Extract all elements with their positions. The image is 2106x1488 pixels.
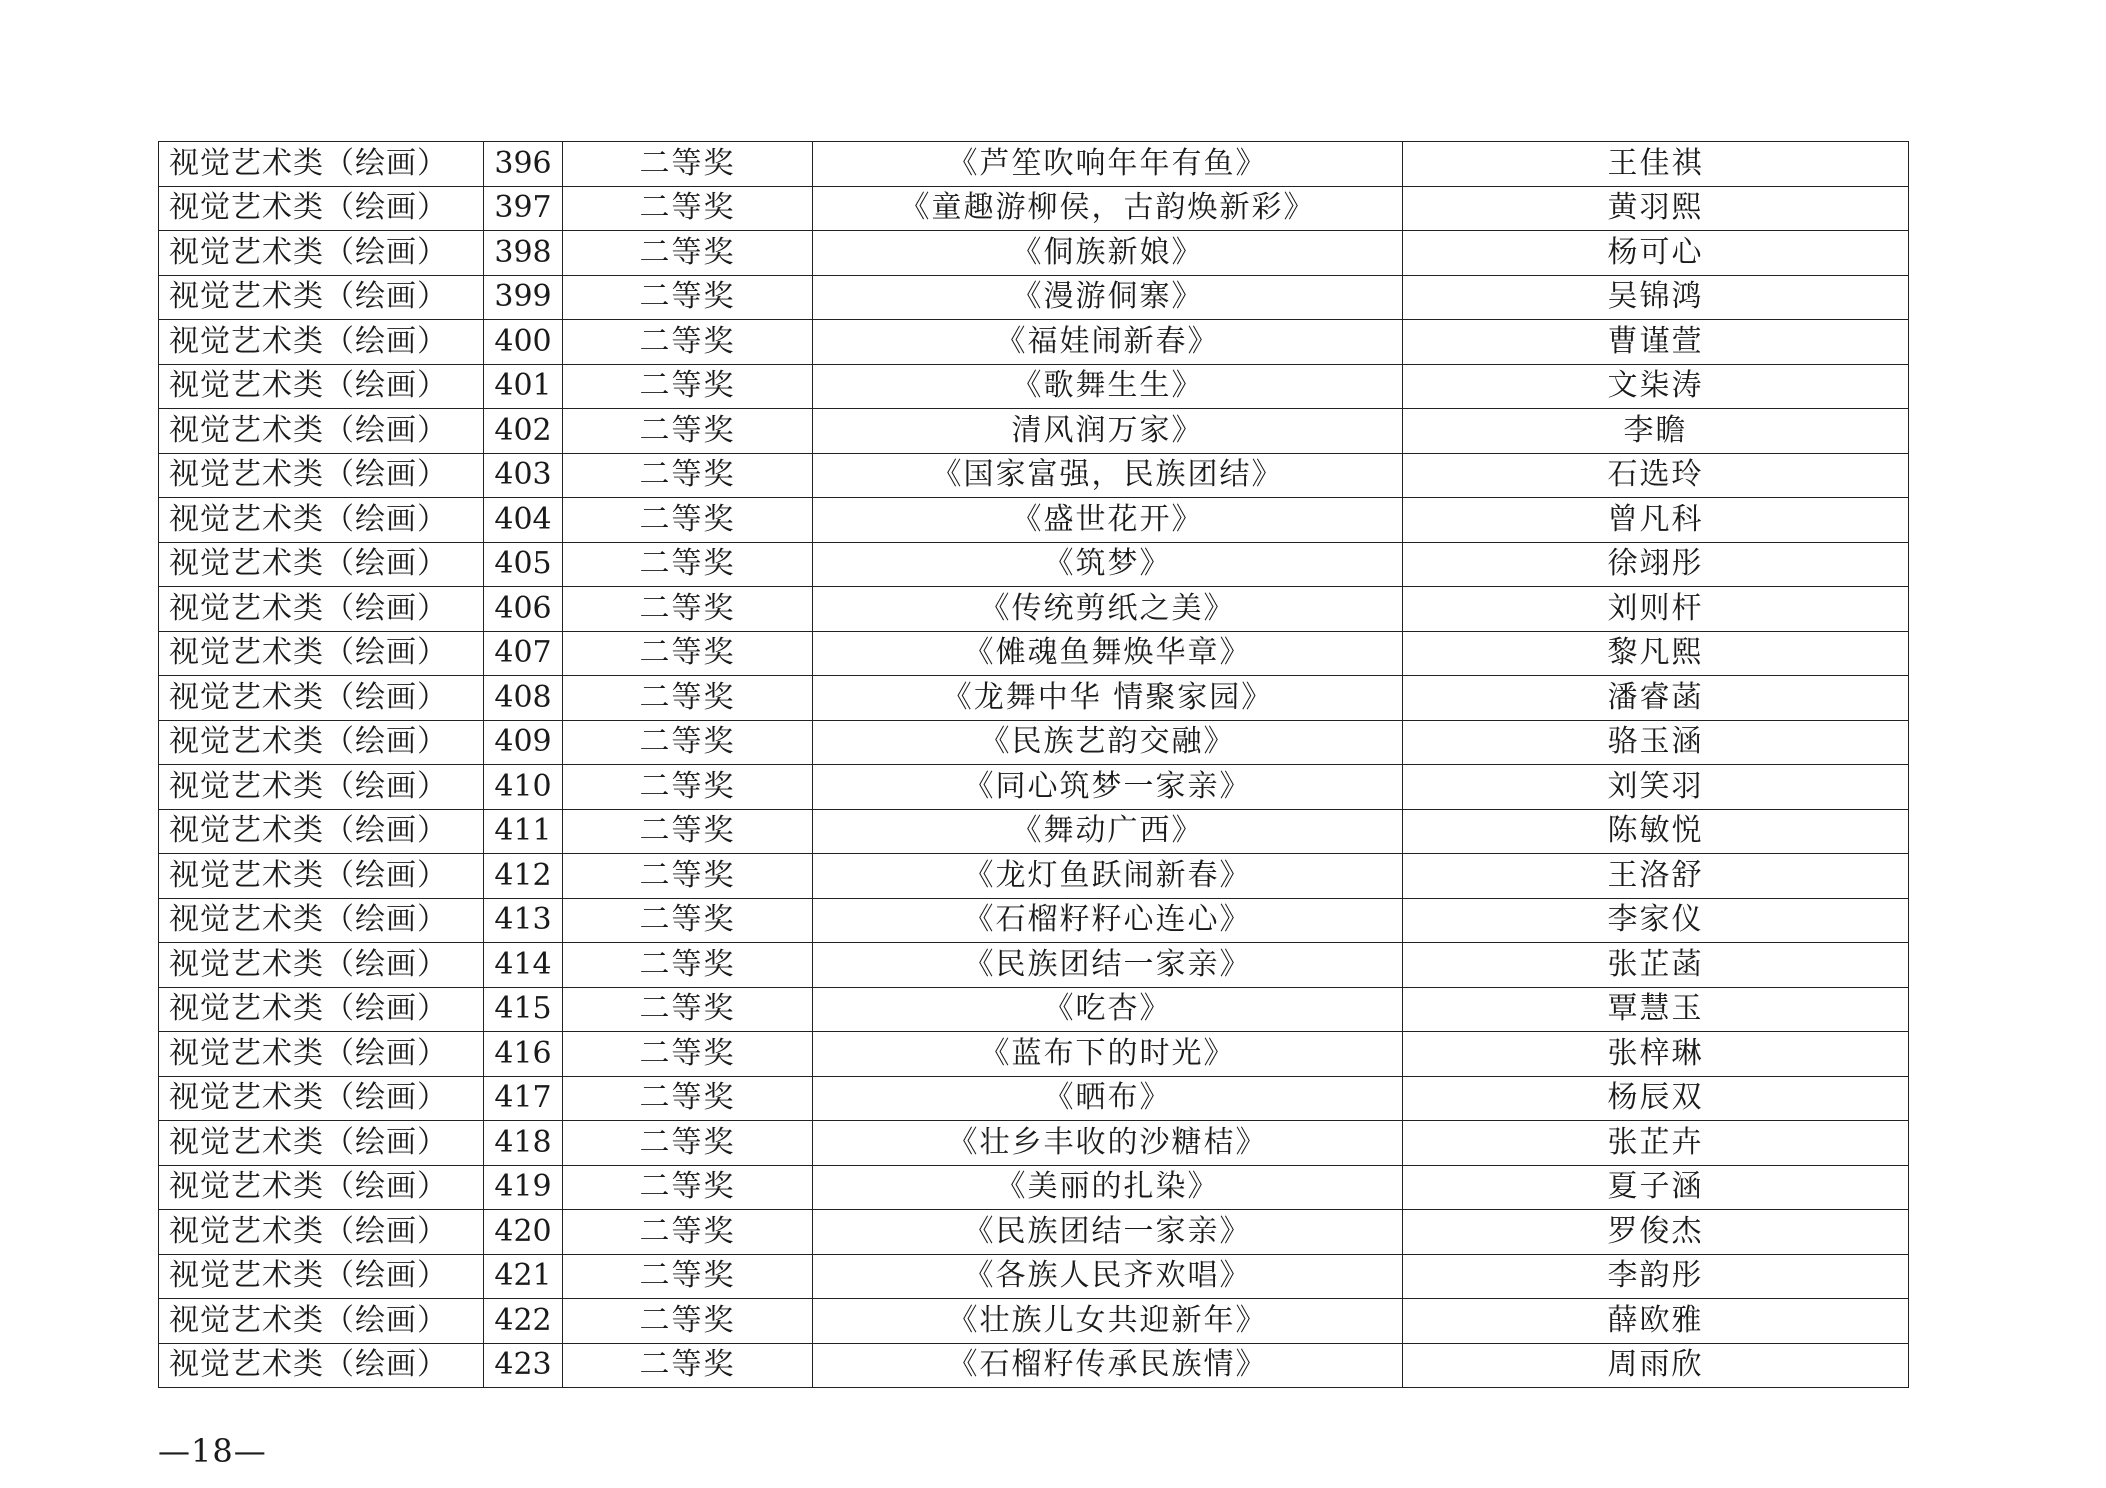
number-cell: 401 xyxy=(484,364,563,409)
table-row xyxy=(159,1299,1909,1344)
category-cell: 视觉艺术类（绘画） xyxy=(159,676,484,721)
table-row xyxy=(159,320,1909,365)
number-cell: 412 xyxy=(484,854,563,899)
number-cell: 407 xyxy=(484,631,563,676)
title-cell: 《石榴籽籽心连心》 xyxy=(813,898,1403,943)
category-cell: 视觉艺术类（绘画） xyxy=(159,631,484,676)
title-cell: 《盛世花开》 xyxy=(813,498,1403,543)
author-cell: 徐翊彤 xyxy=(1403,542,1909,587)
category-cell: 视觉艺术类（绘画） xyxy=(159,498,484,543)
title-cell: 《蓝布下的时光》 xyxy=(813,1032,1403,1077)
table-row xyxy=(159,587,1909,632)
author-cell: 曹谨萱 xyxy=(1403,320,1909,365)
category-cell: 视觉艺术类（绘画） xyxy=(159,854,484,899)
number-cell: 399 xyxy=(484,275,563,320)
author-cell: 罗俊杰 xyxy=(1403,1210,1909,1255)
category-cell: 视觉艺术类（绘画） xyxy=(159,1299,484,1344)
table-row xyxy=(159,1165,1909,1210)
number-cell: 415 xyxy=(484,987,563,1032)
table-row xyxy=(159,364,1909,409)
number-cell: 421 xyxy=(484,1254,563,1299)
category-cell: 视觉艺术类（绘画） xyxy=(159,987,484,1032)
award-cell: 二等奖 xyxy=(563,1032,813,1077)
table-row xyxy=(159,809,1909,854)
title-cell: 《民族团结一家亲》 xyxy=(813,1210,1403,1255)
category-cell: 视觉艺术类（绘画） xyxy=(159,898,484,943)
number-cell: 404 xyxy=(484,498,563,543)
author-cell: 张梓琳 xyxy=(1403,1032,1909,1077)
table-row xyxy=(159,1210,1909,1255)
author-cell: 李瞻 xyxy=(1403,409,1909,454)
author-cell: 潘睿菡 xyxy=(1403,676,1909,721)
award-cell: 二等奖 xyxy=(563,1254,813,1299)
number-cell: 419 xyxy=(484,1165,563,1210)
award-cell: 二等奖 xyxy=(563,186,813,231)
number-cell: 422 xyxy=(484,1299,563,1344)
award-table xyxy=(158,141,1909,1388)
award-cell: 二等奖 xyxy=(563,898,813,943)
number-cell: 405 xyxy=(484,542,563,587)
number-cell: 408 xyxy=(484,676,563,721)
table-row xyxy=(159,498,1909,543)
award-cell: 二等奖 xyxy=(563,1210,813,1255)
number-cell: 406 xyxy=(484,587,563,632)
award-cell: 二等奖 xyxy=(563,364,813,409)
award-cell: 二等奖 xyxy=(563,1121,813,1166)
category-cell: 视觉艺术类（绘画） xyxy=(159,320,484,365)
category-cell: 视觉艺术类（绘画） xyxy=(159,943,484,988)
category-cell: 视觉艺术类（绘画） xyxy=(159,142,484,187)
title-cell: 《传统剪纸之美》 xyxy=(813,587,1403,632)
category-cell: 视觉艺术类（绘画） xyxy=(159,453,484,498)
category-cell: 视觉艺术类（绘画） xyxy=(159,720,484,765)
table-row xyxy=(159,765,1909,810)
author-cell: 陈敏悦 xyxy=(1403,809,1909,854)
author-cell: 杨辰双 xyxy=(1403,1076,1909,1121)
author-cell: 李韵彤 xyxy=(1403,1254,1909,1299)
category-cell: 视觉艺术类（绘画） xyxy=(159,186,484,231)
table-row xyxy=(159,1121,1909,1166)
category-cell: 视觉艺术类（绘画） xyxy=(159,1032,484,1077)
award-cell: 二等奖 xyxy=(563,854,813,899)
title-cell: 《福娃闹新春》 xyxy=(813,320,1403,365)
number-cell: 396 xyxy=(484,142,563,187)
category-cell: 视觉艺术类（绘画） xyxy=(159,587,484,632)
title-cell: 《童趣游柳侯，古韵焕新彩》 xyxy=(813,186,1403,231)
table-row xyxy=(159,1343,1909,1388)
title-cell: 《壮乡丰收的沙糖桔》 xyxy=(813,1121,1403,1166)
title-cell: 《舞动广西》 xyxy=(813,809,1403,854)
title-cell: 《吃杏》 xyxy=(813,987,1403,1032)
author-cell: 覃慧玉 xyxy=(1403,987,1909,1032)
author-cell: 吴锦鸿 xyxy=(1403,275,1909,320)
title-cell: 《国家富强，民族团结》 xyxy=(813,453,1403,498)
table-row xyxy=(159,542,1909,587)
author-cell: 王佳祺 xyxy=(1403,142,1909,187)
table-row xyxy=(159,1076,1909,1121)
table-row xyxy=(159,631,1909,676)
table-row xyxy=(159,943,1909,988)
category-cell: 视觉艺术类（绘画） xyxy=(159,1343,484,1388)
award-cell: 二等奖 xyxy=(563,142,813,187)
number-cell: 398 xyxy=(484,231,563,276)
award-cell: 二等奖 xyxy=(563,498,813,543)
award-cell: 二等奖 xyxy=(563,676,813,721)
category-cell: 视觉艺术类（绘画） xyxy=(159,1210,484,1255)
title-cell: 《壮族儿女共迎新年》 xyxy=(813,1299,1403,1344)
title-cell: 清风润万家》 xyxy=(813,409,1403,454)
author-cell: 黎凡熙 xyxy=(1403,631,1909,676)
number-cell: 403 xyxy=(484,453,563,498)
number-cell: 414 xyxy=(484,943,563,988)
author-cell: 黄羽熙 xyxy=(1403,186,1909,231)
table-row xyxy=(159,186,1909,231)
award-cell: 二等奖 xyxy=(563,587,813,632)
page-number: —18— xyxy=(158,1432,267,1470)
category-cell: 视觉艺术类（绘画） xyxy=(159,1121,484,1166)
table-row xyxy=(159,453,1909,498)
award-cell: 二等奖 xyxy=(563,809,813,854)
table-row xyxy=(159,676,1909,721)
table-row xyxy=(159,720,1909,765)
author-cell: 周雨欣 xyxy=(1403,1343,1909,1388)
category-cell: 视觉艺术类（绘画） xyxy=(159,765,484,810)
award-cell: 二等奖 xyxy=(563,631,813,676)
number-cell: 416 xyxy=(484,1032,563,1077)
category-cell: 视觉艺术类（绘画） xyxy=(159,231,484,276)
award-cell: 二等奖 xyxy=(563,453,813,498)
table-row xyxy=(159,854,1909,899)
number-cell: 413 xyxy=(484,898,563,943)
title-cell: 《晒布》 xyxy=(813,1076,1403,1121)
table-row xyxy=(159,275,1909,320)
title-cell: 《龙舞中华 情聚家园》 xyxy=(813,676,1403,721)
number-cell: 420 xyxy=(484,1210,563,1255)
category-cell: 视觉艺术类（绘画） xyxy=(159,1165,484,1210)
title-cell: 《各族人民齐欢唱》 xyxy=(813,1254,1403,1299)
title-cell: 《石榴籽传承民族情》 xyxy=(813,1343,1403,1388)
category-cell: 视觉艺术类（绘画） xyxy=(159,409,484,454)
table-row xyxy=(159,1032,1909,1077)
title-cell: 《民族艺韵交融》 xyxy=(813,720,1403,765)
author-cell: 石选玲 xyxy=(1403,453,1909,498)
award-cell: 二等奖 xyxy=(563,1299,813,1344)
title-cell: 《筑梦》 xyxy=(813,542,1403,587)
author-cell: 文柒涛 xyxy=(1403,364,1909,409)
category-cell: 视觉艺术类（绘画） xyxy=(159,542,484,587)
award-cell: 二等奖 xyxy=(563,765,813,810)
award-cell: 二等奖 xyxy=(563,1343,813,1388)
category-cell: 视觉艺术类（绘画） xyxy=(159,809,484,854)
number-cell: 410 xyxy=(484,765,563,810)
table-row xyxy=(159,987,1909,1032)
title-cell: 《民族团结一家亲》 xyxy=(813,943,1403,988)
award-table-body xyxy=(159,142,1909,1388)
number-cell: 423 xyxy=(484,1343,563,1388)
award-cell: 二等奖 xyxy=(563,542,813,587)
title-cell: 《歌舞生生》 xyxy=(813,364,1403,409)
title-cell: 《美丽的扎染》 xyxy=(813,1165,1403,1210)
number-cell: 409 xyxy=(484,720,563,765)
title-cell: 《侗族新娘》 xyxy=(813,231,1403,276)
title-cell: 《傩魂鱼舞焕华章》 xyxy=(813,631,1403,676)
table-row xyxy=(159,231,1909,276)
title-cell: 《芦笙吹响年年有鱼》 xyxy=(813,142,1403,187)
category-cell: 视觉艺术类（绘画） xyxy=(159,1076,484,1121)
award-cell: 二等奖 xyxy=(563,231,813,276)
award-cell: 二等奖 xyxy=(563,987,813,1032)
category-cell: 视觉艺术类（绘画） xyxy=(159,364,484,409)
title-cell: 《漫游侗寨》 xyxy=(813,275,1403,320)
category-cell: 视觉艺术类（绘画） xyxy=(159,275,484,320)
number-cell: 400 xyxy=(484,320,563,365)
author-cell: 张芷菡 xyxy=(1403,943,1909,988)
award-cell: 二等奖 xyxy=(563,943,813,988)
number-cell: 397 xyxy=(484,186,563,231)
author-cell: 刘则杆 xyxy=(1403,587,1909,632)
author-cell: 张芷卉 xyxy=(1403,1121,1909,1166)
author-cell: 李家仪 xyxy=(1403,898,1909,943)
title-cell: 《龙灯鱼跃闹新春》 xyxy=(813,854,1403,899)
author-cell: 曾凡科 xyxy=(1403,498,1909,543)
award-cell: 二等奖 xyxy=(563,409,813,454)
table-row xyxy=(159,409,1909,454)
author-cell: 王洛舒 xyxy=(1403,854,1909,899)
award-cell: 二等奖 xyxy=(563,1165,813,1210)
author-cell: 夏子涵 xyxy=(1403,1165,1909,1210)
award-cell: 二等奖 xyxy=(563,275,813,320)
award-cell: 二等奖 xyxy=(563,720,813,765)
author-cell: 薛欧雅 xyxy=(1403,1299,1909,1344)
table-row xyxy=(159,898,1909,943)
category-cell: 视觉艺术类（绘画） xyxy=(159,1254,484,1299)
author-cell: 骆玉涵 xyxy=(1403,720,1909,765)
number-cell: 417 xyxy=(484,1076,563,1121)
author-cell: 刘笑羽 xyxy=(1403,765,1909,810)
number-cell: 411 xyxy=(484,809,563,854)
number-cell: 418 xyxy=(484,1121,563,1166)
award-cell: 二等奖 xyxy=(563,1076,813,1121)
table-row xyxy=(159,1254,1909,1299)
number-cell: 402 xyxy=(484,409,563,454)
award-cell: 二等奖 xyxy=(563,320,813,365)
author-cell: 杨可心 xyxy=(1403,231,1909,276)
table-row xyxy=(159,142,1909,187)
title-cell: 《同心筑梦一家亲》 xyxy=(813,765,1403,810)
